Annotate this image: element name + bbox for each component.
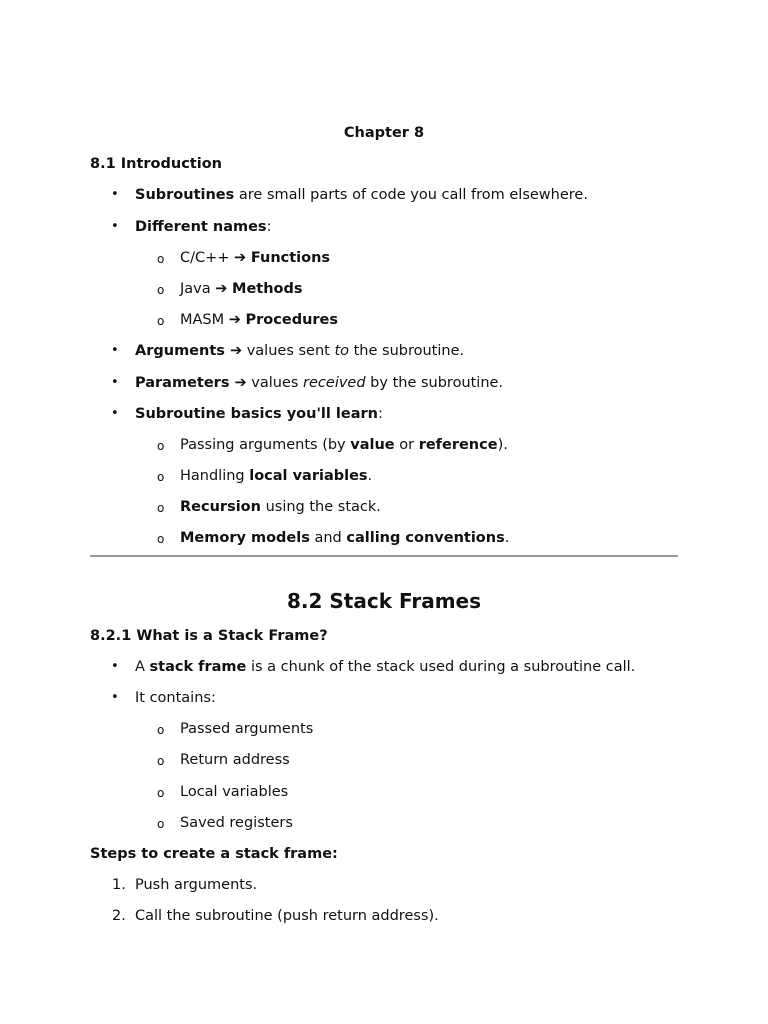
text: It contains: [135,690,216,706]
list-item [90,403,678,434]
section-8-1-title: 8.1 Introduction [90,156,222,173]
circle-bullet-icon: o [157,282,165,297]
term: Procedures [245,312,339,329]
term: Functions [250,249,331,266]
bullet-icon: • [111,405,119,421]
text: : [377,405,383,422]
emphasis: to [334,343,350,360]
step-number: 2. [112,908,126,925]
circle-bullet-icon: o [157,785,165,800]
term-parameters: Parameters ➔ [135,374,247,391]
language: MASM [180,312,229,329]
term: value [350,436,395,453]
text: Push arguments. [135,877,258,894]
text: values [246,374,304,391]
term-subroutines: Subroutines [135,187,235,204]
arrow-icon: ➔ [234,249,247,266]
sub-list-item [90,247,678,278]
term: calling conventions [346,530,505,547]
divider-wrapper [90,559,678,569]
term-basics: Subroutine basics you'll learn [135,405,378,422]
text: . [367,468,373,485]
bullet-icon: • [111,374,119,390]
numbered-item [90,905,678,936]
arrow-icon: ➔ [215,280,228,297]
text: are small parts of code you call from elsewhere. [234,187,588,204]
emphasis: received [303,374,366,391]
steps-title: Steps to create a stack frame: [90,845,338,862]
text: Handling [180,468,250,485]
text: by the subroutine. [365,374,504,391]
term: Methods [232,280,303,297]
sub-list-item [90,781,678,812]
circle-bullet-icon: o [157,438,165,453]
sub-list-item [90,718,678,749]
circle-bullet-icon: o [157,816,165,831]
section-8-2-title: 8.2 Stack Frames [286,588,482,613]
arrow-icon: ➔ [228,312,241,329]
list-item [90,687,678,718]
numbered-item [90,874,678,905]
bullet-icon: • [111,343,119,359]
circle-bullet-icon: o [157,501,165,516]
bullet-icon: • [111,218,119,234]
list-item [90,372,678,403]
text: Local variables [180,783,289,800]
text: Saved registers [180,814,293,831]
bullet-icon: • [111,690,119,705]
circle-bullet-icon: o [157,251,165,266]
text: ). [497,436,508,453]
list-item [90,656,678,687]
horizontal-divider [90,555,678,557]
text: using the stack. [260,499,381,516]
sub-list-item [90,434,678,465]
bullet-icon: • [111,187,119,203]
chapter-title: Chapter 8 [343,125,425,141]
text: the subroutine. [349,343,465,360]
list-item [90,184,678,215]
sub-list-item [90,496,678,527]
sub-list-item [90,749,678,780]
circle-bullet-icon: o [157,723,165,738]
text: A [135,658,150,675]
text: Call the subroutine (push return address). [135,908,439,925]
language: C/C++ [180,249,235,266]
term-arguments: Arguments ➔ [135,343,243,360]
text: is a chunk of the stack used during a subroutine call. [246,658,636,675]
text: Return address [180,752,290,769]
circle-bullet-icon: o [157,470,165,485]
sub-list-item [90,465,678,496]
sub-list-item [90,812,678,843]
list-item [90,340,678,371]
term: Memory models [180,530,310,547]
term: local variables [249,468,368,485]
circle-bullet-icon: o [157,532,165,547]
term: Recursion [180,499,261,516]
circle-bullet-icon: o [157,754,165,769]
term-different-names: Different names [135,218,267,235]
language: Java [180,280,216,297]
text: values sent [242,343,335,360]
text: and [309,530,347,547]
term-stack-frame: stack frame [149,658,247,675]
text: : [266,218,272,235]
text: . [504,530,510,547]
sub-list-item [90,278,678,309]
bullet-icon: • [111,658,119,674]
list-item [90,216,678,247]
sub-list-item [90,309,678,340]
text: Passed arguments [180,721,314,738]
document-page [90,122,678,937]
circle-bullet-icon: o [157,314,165,329]
step-number: 1. [112,877,126,894]
term: reference [418,436,498,453]
text: Passing arguments (by [180,436,351,453]
section-8-2-1-title: 8.2.1 What is a Stack Frame? [90,627,328,644]
text: or [394,436,419,453]
